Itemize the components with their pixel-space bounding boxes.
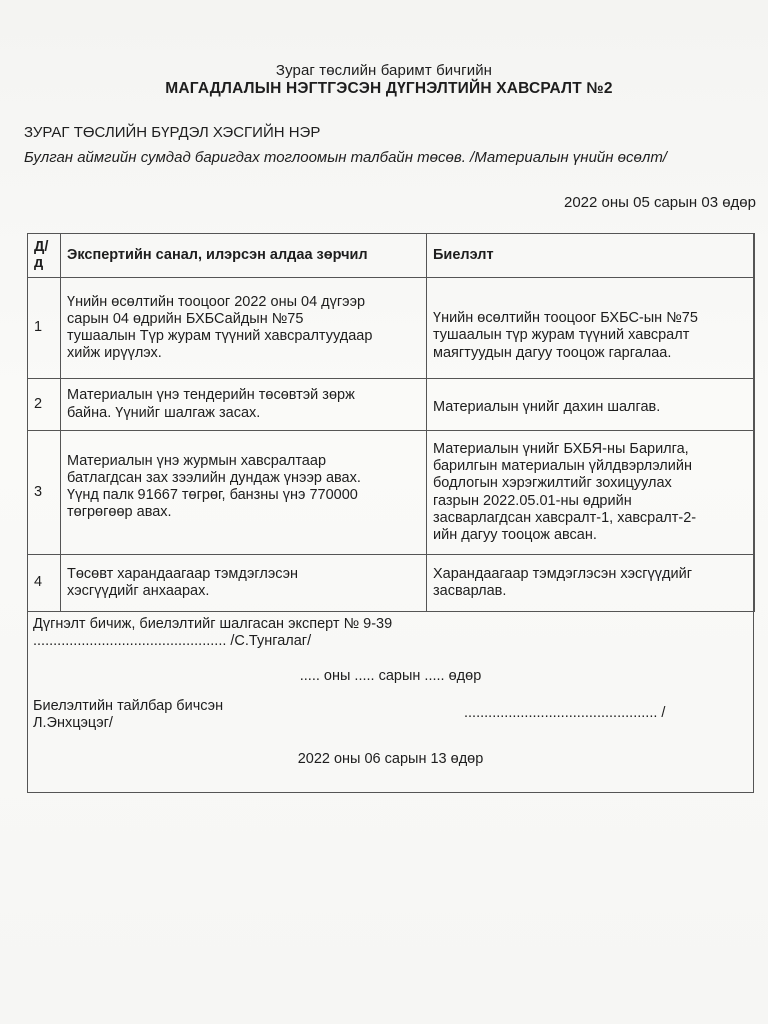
header-action: Биелэлт xyxy=(427,234,755,278)
signature-section xyxy=(27,612,754,793)
blank-date-line: ..... оны ..... сарын ..... өдөр xyxy=(299,668,482,684)
row-number: 4 xyxy=(28,555,61,612)
project-section-label: ЗУРАГ ТӨСЛИЙН БҮРДЭЛ ХЭСГИЙН НЭР xyxy=(24,124,321,141)
document-subtitle: Зураг төслийн баримт бичгийн xyxy=(275,62,493,79)
header-number: Д/ д xyxy=(28,234,61,278)
expert-signature-line: ................................................ /С.Тунгалаг/ xyxy=(33,633,312,649)
header-expert-comment: Экспертийн санал, илэрсэн алдаа зөрчил xyxy=(61,234,427,278)
executor-signature-line: ................................................ / xyxy=(464,705,666,721)
table-row xyxy=(28,555,755,612)
executor-name: Л.Энхцэцэг/ xyxy=(33,715,113,731)
table-header-row xyxy=(28,234,755,278)
row-number: 2 xyxy=(28,379,61,431)
row-comment: Төсөвт харандаагаар тэмдэглэсэн хэсгүүдийг анхаарах. xyxy=(61,555,427,612)
row-comment: Материалын үнэ тендерийн төсөвтэй зөрж байна. Үүнийг шалгаж засах. xyxy=(61,379,427,431)
document-date: 2022 оны 05 сарын 03 өдөр xyxy=(563,194,756,211)
row-action: Материалын үнийг дахин шалгав. xyxy=(427,379,755,431)
row-number: 1 xyxy=(28,278,61,379)
project-name: Булган аймгийн сумдад баригдах тоглоомын талбайн төсөв. /Материалын үнийн өсөлт/ xyxy=(24,149,667,166)
executor-label: Биелэлтийн тайлбар бичсэн xyxy=(33,698,224,714)
row-comment: Материалын үнэ журмын хавсралтаар батлагдсан зах зээлийн дундаж үнээр авах. Үүнд палк 91667 төгрөг, банзны үнэ 770000 төгрөгөөр авах. xyxy=(61,431,427,555)
table-row xyxy=(28,278,755,379)
row-number: 3 xyxy=(28,431,61,555)
document-title: МАГАДЛАЛЫН НЭГТГЭСЭН ДҮГНЭЛТИЙН ХАВСРАЛТ №2 xyxy=(165,80,613,97)
row-action: Материалын үнийг БХБЯ-ны Барилга, барилгын материалын үйлдвэрлэлийн бодлогын хэрэгжилтийг зохицуулах газрын 2022.05.01-ны өдрийн засварлагдсан хавсралт-1, хавсралт-2- ийн дагуу тооцож авсан. xyxy=(427,431,755,555)
row-action: Үнийн өсөлтийн тооцоог БХБС-ын №75 тушаалын түр журам түүний хавсралт маягтуудын дагуу тооцож гаргалаа. xyxy=(427,278,755,379)
table-row xyxy=(28,431,755,555)
review-table xyxy=(27,233,755,612)
table-row xyxy=(28,379,755,431)
completion-date: 2022 оны 06 сарын 13 өдөр xyxy=(297,751,484,767)
row-comment: Үнийн өсөлтийн тооцоог 2022 оны 04 дүгээр сарын 04 өдрийн БХБСайдын №75 тушаалын Түр журам түүний хавсралтуудаар хийж ирүүлэх. xyxy=(61,278,427,379)
row-action: Харандаагаар тэмдэглэсэн хэсгүүдийг засварлав. xyxy=(427,555,755,612)
expert-label: Дүгнэлт бичиж, биелэлтийг шалгасан эксперт № 9-39 xyxy=(33,616,393,632)
